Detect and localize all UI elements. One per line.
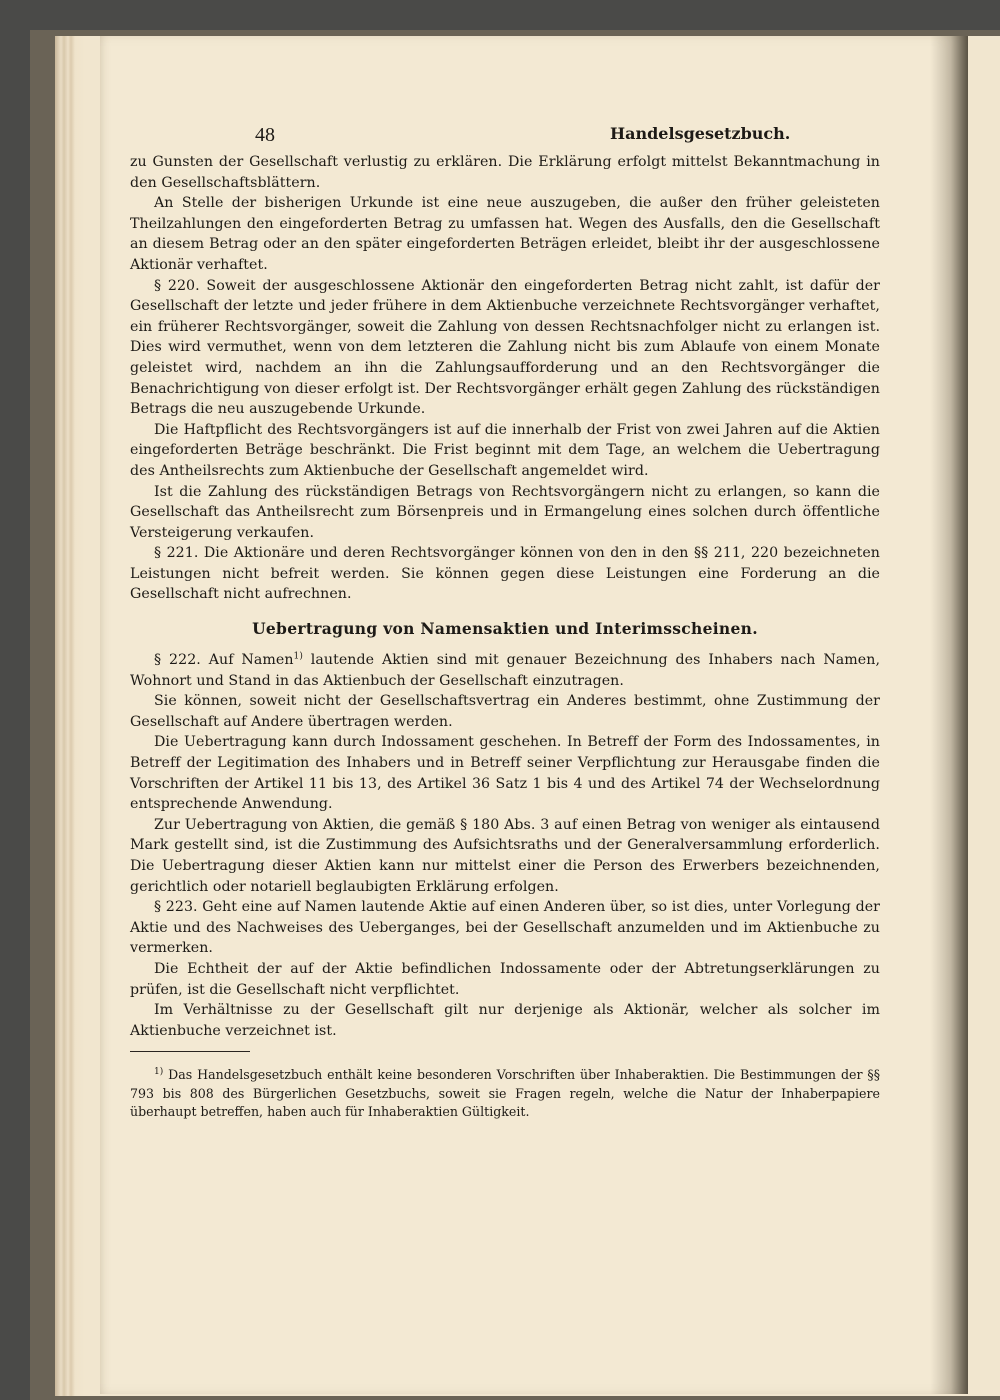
footnote-reference: 1) (293, 651, 303, 662)
paragraph: Die Echtheit der auf der Aktie befindlichen Indossamente oder der Abtretungserklärungen zu prüfen, ist die Gesellschaft nicht verpflichtet. (130, 960, 880, 998)
section-222-rest: lautende Aktien sind mit genauer Bezeichnung des Inhabers nach Namen, Wohnort und Stand in das Aktienbuch der Gesellschaft einzutragen. (130, 652, 880, 689)
paragraph: Die Uebertragung kann durch Indossament geschehen. In Betreff der Form des Indossamentes, in Betreff der Legitimation des Inhabers und in Betreff seiner Verpflichtung zur Herausgabe finden die Vorschriften der Artikel 11 bis 13, des Artikel 36 Satz 1 bis 4 und des Artikel 74 der Wechselordnung entsprechende Anwendung. (130, 734, 880, 813)
running-title: Handelsgesetzbuch. (610, 124, 791, 143)
paragraph: An Stelle der bisherigen Urkunde ist eine neue auszugeben, die außer den früher geleisteten Theilzahlungen den eingeforderten Betrag zu umfassen hat. Wegen des Ausfalls, den die Gesellschaft an diesem Betrag oder an den später eingeforderten Beträgen erleidet, bleibt ihr der ausgeschlossene Aktionär verhaftet. (130, 195, 880, 273)
running-head (255, 118, 880, 152)
text-block (130, 118, 880, 1121)
footnote-text: Das Handelsgesetzbuch enthält keine besonderen Vorschriften über Inhaberaktien. Die Bestimmungen der §§ 793 bis 808 des Bürgerlichen Gesetzbuchs, soweit sie Fragen regeln, welche die Natur der Inhaberpapiere überhaupt betreffen, haben auch für Inhaberaktien Gültigkeit. (130, 1067, 880, 1119)
footnote-mark: 1) (154, 1067, 164, 1078)
paragraph: Zur Uebertragung von Aktien, die gemäß § 180 Abs. 3 auf einen Betrag von weniger als eintausend Mark gestellt sind, ist die Zustimmung des Aufsichtsraths und der Generalversammlung erforderlich. Die Uebertragung dieser Aktien kann nur mittelst einer die Person des Erwerbers bezeichnenden, gerichtlich oder notariell beglaubigten Erklärung erfolgen. (130, 816, 880, 895)
paragraph: zu Gunsten der Gesellschaft verlustig zu erklären. Die Erklärung erfolgt mittelst Bekanntmachung in den Gesellschaftsblättern. (130, 154, 880, 191)
paragraph-section-221: § 221. Die Aktionäre und deren Rechtsvorgänger können von den in den §§ 211, 220 bezeichneten Leistungen nicht befreit werden. Sie können gegen diese Leistungen eine Forderung an die Gesellschaft nicht aufrechnen. (130, 545, 880, 603)
section-heading: Uebertragung von Namensaktien und Interimsscheinen. (252, 619, 758, 639)
section-222-start: § 222. Auf Namen (154, 652, 294, 669)
paragraph: Die Haftpflicht des Rechtsvorgängers ist auf die innerhalb der Frist von zwei Jahren auf die Aktien eingeforderten Beträge beschränkt. Die Frist beginnt mit dem Tage, an welchem die Uebertragung des Antheilsrechts zum Aktienbuche der Gesellschaft angemeldet wird. (130, 421, 880, 479)
paragraph-section-220: § 220. Soweit der ausgeschlossene Aktionär den eingeforderten Betrag nicht zahlt, ist dafür der Gesellschaft der letzte und jeder frühere in dem Aktienbuche verzeichnete Rechtsvorgänger verhaftet, ein früherer Rechtsvorgänger, soweit die Zahlung von dessen Rechtsnachfolger nicht zu erlangen ist. Dies wird vermuthet, wenn von dem letzteren die Zahlung nicht bis zum Ablaufe von einem Monate geleistet wird, nachdem an ihn die Zahlungsaufforderung und an den Rechtsvorgänger die Benachrichtigung von dieser erfolgt ist. Der Rechtsvorgänger erhält gegen Zahlung des rückständigen Betrags die neu auszugebende Urkunde. (130, 277, 880, 418)
paragraph-section-223: § 223. Geht eine auf Namen lautende Aktie auf einen Anderen über, so ist dies, unter Vorlegung der Aktie und des Nachweises des Ueberganges, bei der Gesellschaft anzumelden und im Aktienbuche zu vermerken. (130, 899, 880, 957)
paragraph-section-222 (130, 650, 880, 691)
paragraph: Im Verhältnisse zu der Gesellschaft gilt nur derjenige als Aktionär, welcher als solcher im Aktienbuche verzeichnet ist. (130, 1002, 880, 1039)
footnote-divider (130, 1051, 250, 1052)
paragraph: Sie können, soweit nicht der Gesellschaftsvertrag ein Anderes bestimmt, ohne Zustimmung der Gesellschaft auf Andere übertragen werden. (130, 693, 880, 730)
footnote (130, 1066, 880, 1121)
paragraph: Ist die Zahlung des rückständigen Betrags von Rechtsvorgängern nicht zu erlangen, so kann die Gesellschaft das Antheilsrecht zum Börsenpreis und in Ermangelung eines solchen durch öffentliche Versteigerung verkaufen. (130, 483, 880, 541)
page-number: 48 (255, 124, 275, 146)
page-gutter-shadow (930, 36, 968, 1394)
